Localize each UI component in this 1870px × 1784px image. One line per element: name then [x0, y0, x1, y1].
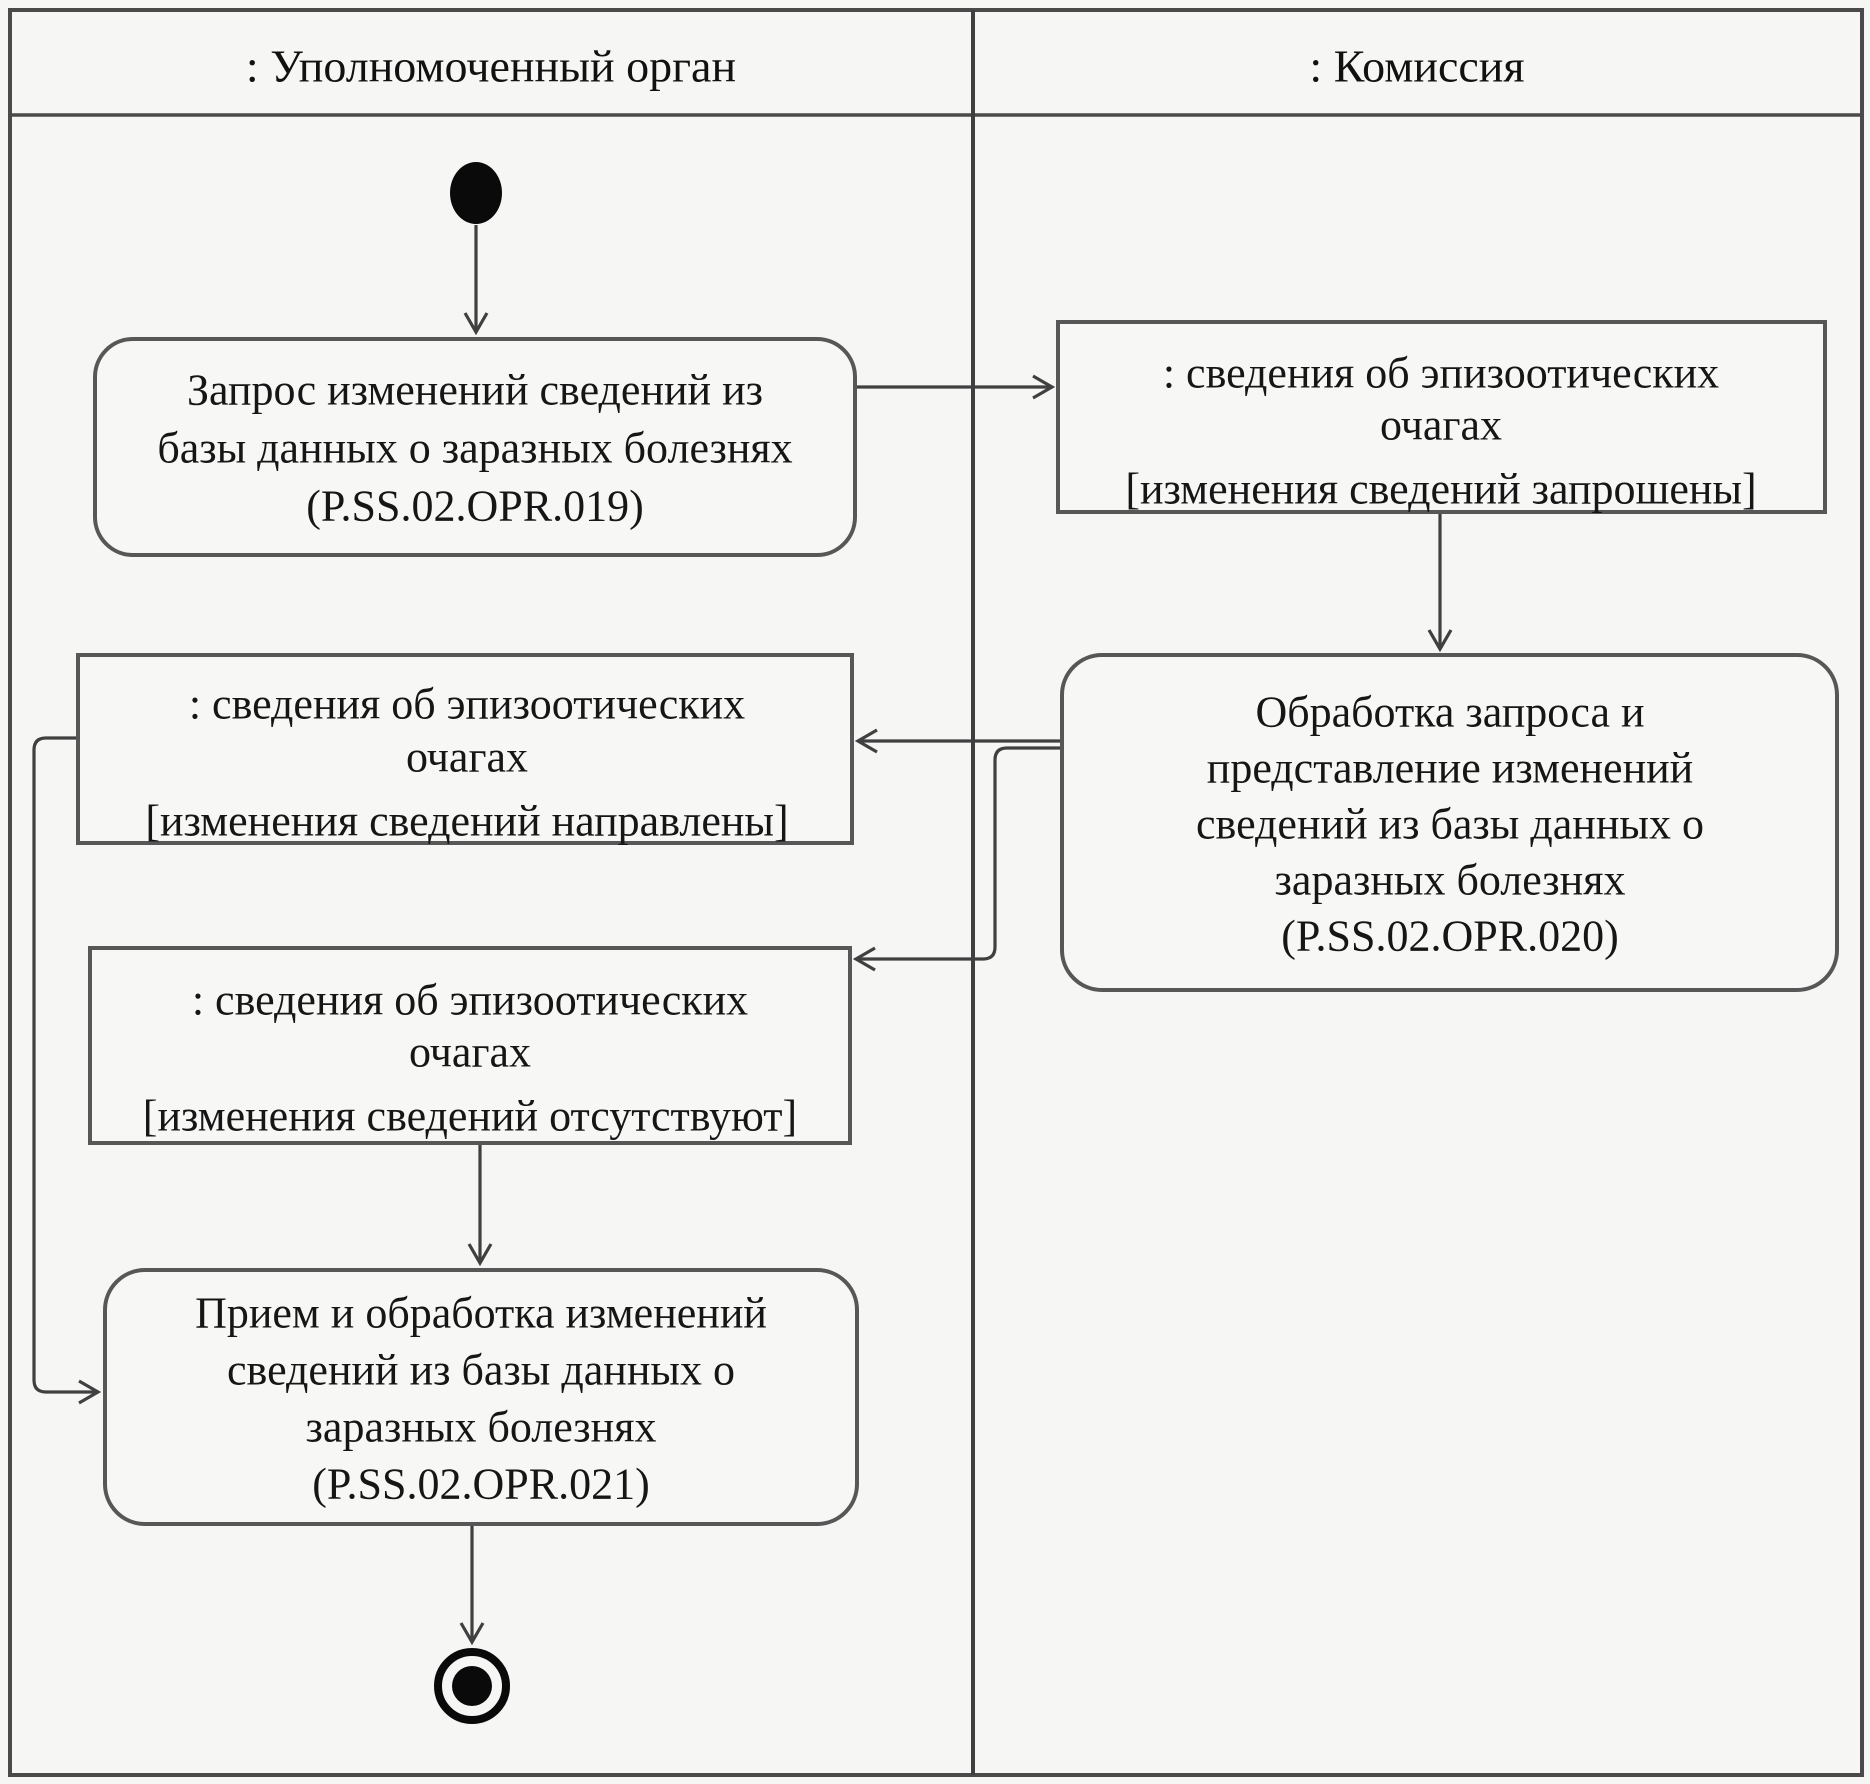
- action-opr020-line1: Обработка запроса и: [1255, 687, 1645, 737]
- edge-action020-to-object-absent: [857, 748, 1062, 959]
- action-opr021-line1: Прием и обработка изменений: [195, 1288, 767, 1338]
- object-requested-guard: [изменения сведений запрошены]: [1125, 464, 1757, 514]
- lane-title-authorized-body: : Уполномоченный орган: [245, 40, 737, 92]
- initial-node: [450, 162, 502, 224]
- object-absent-line1: : сведения об эпизоотических: [191, 975, 749, 1025]
- lane-title-commission: : Комиссия: [1309, 40, 1525, 92]
- action-opr020-line5: (P.SS.02.OPR.020): [1281, 911, 1619, 961]
- object-requested-line1: : сведения об эпизоотических: [1162, 348, 1720, 398]
- action-opr020-line3: сведений из базы данных о: [1196, 799, 1704, 849]
- final-node-core: [452, 1666, 492, 1706]
- action-opr019-line3: (P.SS.02.OPR.019): [306, 481, 644, 531]
- action-opr019-line1: Запрос изменений сведений из: [186, 365, 764, 415]
- action-opr019-line2: базы данных о заразных болезнях: [157, 423, 793, 473]
- object-sent-line2: очагах: [405, 732, 529, 782]
- action-opr021-line3: заразных болезнях: [305, 1402, 657, 1452]
- object-sent-guard: [изменения сведений направлены]: [145, 796, 789, 846]
- object-absent-line2: очагах: [408, 1027, 532, 1077]
- object-absent-guard: [изменения сведений отсутствуют]: [142, 1091, 798, 1141]
- object-sent-line1: : сведения об эпизоотических: [188, 679, 746, 729]
- object-requested-line2: очагах: [1379, 400, 1503, 450]
- action-opr020-line2: представление изменений: [1206, 743, 1694, 793]
- action-opr020-line4: заразных болезнях: [1274, 855, 1626, 905]
- action-opr021-line4: (P.SS.02.OPR.021): [312, 1459, 650, 1509]
- action-opr021-line2: сведений из базы данных о: [227, 1345, 735, 1395]
